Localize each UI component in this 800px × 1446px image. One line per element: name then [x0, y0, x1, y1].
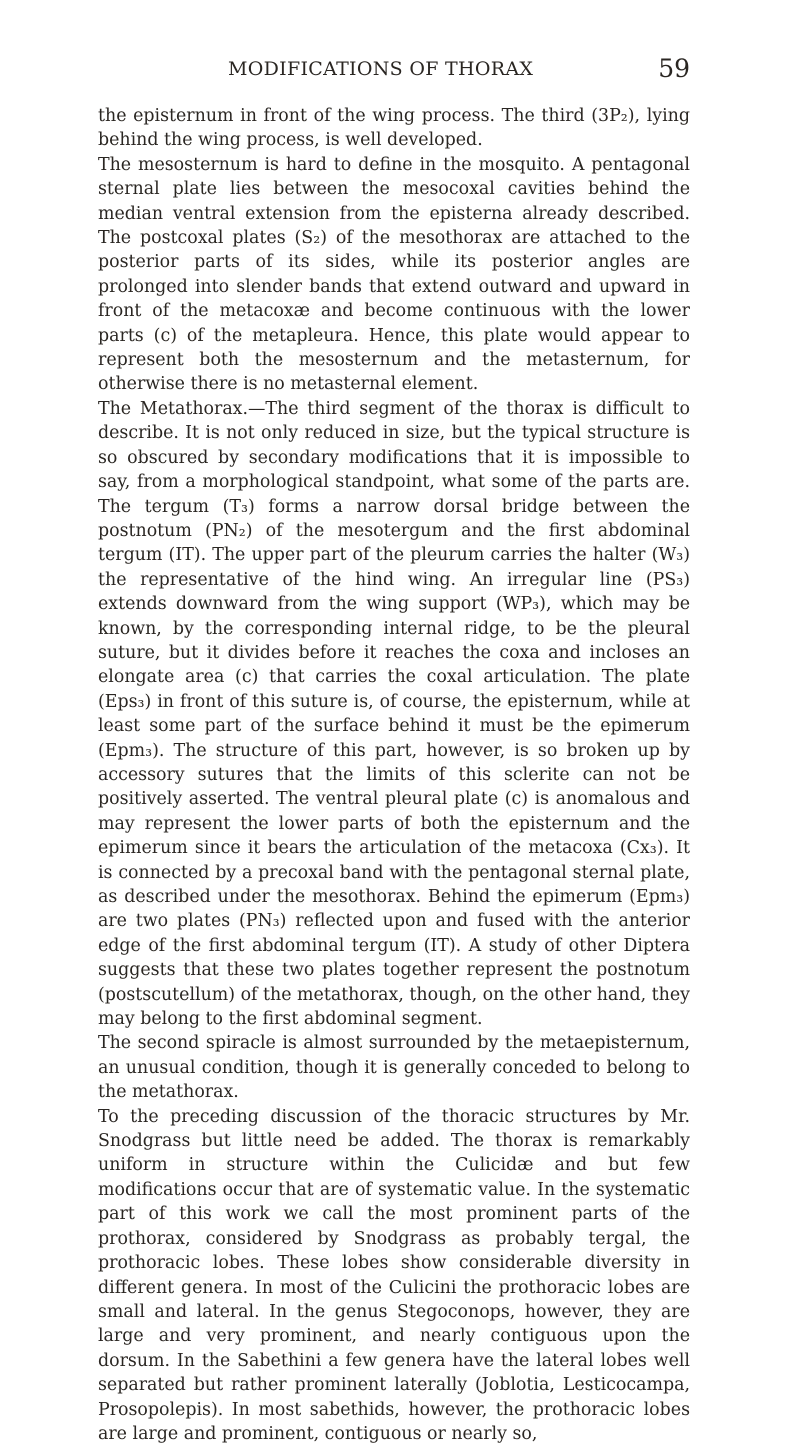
running-title: MODIFICATIONS OF THORAX: [228, 58, 534, 80]
paragraph: The mesosternum is hard to define in the mosquito. A pentagonal sternal plate lies between the mesocoxal cavities behind the median ventral extension from the episterna already described. The postcoxal plates (S₂) of the mesothorax are attached to the posterior parts of its sides, while its posterior angles are prolonged into slender bands that extend outward and upward in front of the metacoxæ and become continuous with the lower parts (c) of the metapleura. Hence, this plate would appear to represent both the mesosternum and the metasternum, for otherwise there is no metasternal element.: [98, 154, 690, 395]
page-header: [0, 54, 800, 88]
paragraph: The second spiracle is almost surrounded by the metaepisternum, an unusual condition, though it is generally conceded to belong to the metathorax.: [98, 1033, 690, 1103]
page-number: 59: [658, 54, 690, 83]
body-text: [98, 104, 690, 1446]
paragraph: the episternum in front of the wing process. The third (3P₂), lying behind the wing process, is well developed.: [98, 106, 690, 151]
paragraph: The Metathorax.—The third segment of the thorax is difficult to describe. It is not only reduced in size, but the typical structure is so obscured by secondary modifications that it is impossible to say, from a morphological standpoint, what some of the parts are. The tergum (T₃) forms a narrow dorsal bridge between the postnotum (PN₂) of the mesotergum and the first abdominal tergum (IT). The upper part of the pleurum carries the halter (W₃) the representative of the hind wing. An irregular line (PS₃) extends downward from the wing support (WP₃), which may be known, by the corresponding internal ridge, to be the pleural suture, but it divides before it reaches the coxa and incloses an elongate area (c) that carries the coxal articulation. The plate (Eps₃) in front of this suture is, of course, the episternum, while at least some part of the surface behind it must be the epimerum (Epm₃). The structure of this part, however, is so broken up by accessory sutures that the limits of this sclerite can not be positively asserted. The ventral pleural plate (c) is anomalous and may represent the lower parts of both the episternum and the epimerum since it bears the articulation of the metacoxa (Cx₃). It is connected by a precoxal band with the pentagonal sternal plate, as described under the mesothorax. Behind the epimerum (Epm₃) are two plates (PN₃) reflected upon and fused with the anterior edge of the first abdominal tergum (IT). A study of other Diptera suggests that these two plates together represent the postnotum (postscutellum) of the metathorax, though, on the other hand, they may belong to the first abdominal segment.: [98, 398, 690, 1030]
paragraph: To the preceding discussion of the thoracic structures by Mr. Snodgrass but little need be added. The thorax is remarkably uniform in structure within the Culicidæ and but few modifications occur that are of systematic value. In the systematic part of this work we call the most prominent parts of the prothorax, considered by Snodgrass as probably tergal, the prothoracic lobes. These lobes show considerable diversity in different genera. In most of the Culicini the prothoracic lobes are small and lateral. In the genus Stegoconops, however, they are large and very prominent, and nearly contiguous upon the dorsum. In the Sabethini a few genera have the lateral lobes well separated but rather prominent laterally (Joblotia, Lesticocampa, Prosopolepis). In most sabethids, however, the prothoracic lobes are large and prominent, contiguous or nearly so,: [98, 1106, 690, 1444]
